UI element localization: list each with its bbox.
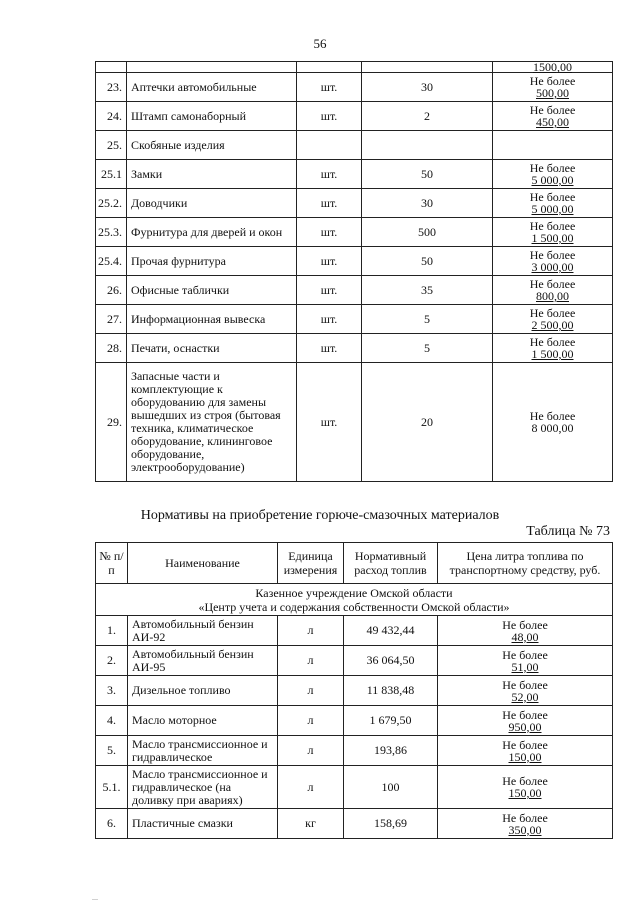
price-label: Не более (529, 74, 576, 88)
price-label: Не более (529, 219, 576, 233)
page-number: 56 (313, 36, 327, 51)
org-row (96, 584, 613, 616)
table-caption: Таблица № 73 (526, 524, 610, 539)
price-value: 52,00 (511, 689, 539, 704)
table-row (96, 766, 613, 809)
price-value: 150,00 (508, 749, 542, 764)
item-price (493, 189, 613, 218)
price-value: 350,00 (508, 822, 542, 837)
header-unit: Единица измерения (278, 543, 344, 584)
price-label: Не более (502, 707, 548, 722)
table-row (96, 131, 613, 160)
item-name: Офисные таблички (127, 276, 297, 305)
table-row (96, 363, 613, 482)
item-quantity (362, 62, 493, 73)
item-unit: л (278, 766, 344, 809)
item-price (438, 766, 613, 809)
table-row (96, 73, 613, 102)
item-quantity: 193,86 (344, 736, 438, 766)
price-value: 5 000,00 (531, 173, 574, 187)
item-quantity: 158,69 (344, 809, 438, 839)
item-quantity: 36 064,50 (344, 646, 438, 676)
price-label: Не более (502, 737, 548, 752)
item-price (493, 102, 613, 131)
price-value: 48,00 (511, 629, 539, 644)
item-name: Информационная вывеска (127, 305, 297, 334)
item-unit: шт. (297, 363, 362, 482)
row-number: 25.1 (96, 160, 127, 189)
table-header-row (96, 543, 613, 584)
item-quantity: 100 (344, 766, 438, 809)
item-unit: шт. (297, 276, 362, 305)
header-name: Наименование (128, 543, 278, 584)
price-label: Не более (529, 306, 576, 320)
item-price (493, 334, 613, 363)
item-unit: шт. (297, 218, 362, 247)
item-price (493, 276, 613, 305)
price-value: 150,00 (508, 786, 542, 800)
item-price (438, 809, 613, 839)
table-row (96, 247, 613, 276)
price-value: 500,00 (536, 86, 569, 100)
table-row (96, 706, 613, 736)
item-name: Масло трансмиссионное и гидравлическое (на доливку при авариях) (128, 766, 278, 809)
item-price (438, 616, 613, 646)
item-unit: шт. (297, 305, 362, 334)
row-number: 25. (96, 131, 127, 160)
item-name: Штамп самонаборный (127, 102, 297, 131)
price-label: Не более (502, 617, 548, 632)
org-line: «Центр учета и содержания собственности Омской области» (198, 599, 510, 614)
price-value: 950,00 (508, 719, 542, 734)
item-name: Автомобильный бензин АИ-92 (128, 616, 278, 646)
row-number: 5. (96, 736, 128, 766)
header-number: № п/п (96, 543, 128, 584)
price-value: 2 500,00 (531, 318, 574, 332)
price-label: Не более (529, 103, 576, 117)
row-number: 23. (96, 73, 127, 102)
price-label: Не более (529, 248, 576, 262)
item-unit: шт. (297, 334, 362, 363)
item-quantity: 20 (362, 363, 493, 482)
item-price (493, 73, 613, 102)
row-number: 24. (96, 102, 127, 131)
price-value: 450,00 (536, 115, 569, 129)
org-line: Казенное учреждение Омской области (255, 585, 453, 600)
price-value: 1 500,00 (531, 231, 574, 245)
row-number (96, 62, 127, 73)
item-quantity: 30 (362, 73, 493, 102)
price-value: 3 000,00 (531, 260, 574, 274)
item-name: Пластичные смазки (128, 809, 278, 839)
price-value: 5 000,00 (531, 202, 574, 216)
price-label: Не более (502, 810, 548, 825)
item-name: Масло моторное (128, 706, 278, 736)
scan-mark: ... (92, 893, 98, 902)
item-name: Доводчики (127, 189, 297, 218)
table-row (96, 646, 613, 676)
row-number: 26. (96, 276, 127, 305)
item-quantity: 2 (362, 102, 493, 131)
item-unit: шт. (297, 102, 362, 131)
table-row (96, 616, 613, 646)
item-name: Скобяные изделия (127, 131, 297, 160)
table-row (96, 102, 613, 131)
row-number: 6. (96, 809, 128, 839)
item-name: Замки (127, 160, 297, 189)
price-label: Не более (502, 677, 548, 692)
item-price (438, 706, 613, 736)
price-label: Не более (529, 409, 576, 423)
item-unit: шт. (297, 247, 362, 276)
item-quantity (362, 131, 493, 160)
row-number: 25.4. (96, 247, 127, 276)
row-number: 28. (96, 334, 127, 363)
item-unit: л (278, 646, 344, 676)
item-unit: л (278, 706, 344, 736)
item-quantity: 5 (362, 334, 493, 363)
item-name: Масло трансмиссионное и гидравлическое (128, 736, 278, 766)
item-price (493, 131, 613, 160)
item-name: Печати, оснастки (127, 334, 297, 363)
table-row (96, 809, 613, 839)
item-quantity: 1 679,50 (344, 706, 438, 736)
item-unit (297, 62, 362, 73)
organization-name (96, 584, 613, 616)
table-row (96, 218, 613, 247)
price-value: 51,00 (511, 659, 539, 674)
item-unit: л (278, 736, 344, 766)
row-number: 25.3. (96, 218, 127, 247)
table-row (96, 160, 613, 189)
item-name: Прочая фурнитура (127, 247, 297, 276)
table-row (96, 334, 613, 363)
row-number: 25.2. (96, 189, 127, 218)
price-value: 8 000,00 (531, 421, 574, 435)
item-quantity: 11 838,48 (344, 676, 438, 706)
item-price (438, 736, 613, 766)
table-row (96, 736, 613, 766)
row-number: 2. (96, 646, 128, 676)
item-price (493, 62, 613, 73)
section-heading: Нормативы на приобретение горюче-смазочных материалов (140, 508, 500, 523)
price-label: Не более (502, 774, 548, 788)
row-number: 29. (96, 363, 127, 482)
item-name (127, 62, 297, 73)
row-number: 27. (96, 305, 127, 334)
item-quantity: 500 (362, 218, 493, 247)
price-value: 1 500,00 (531, 347, 574, 361)
table-row (96, 189, 613, 218)
row-number: 1. (96, 616, 128, 646)
item-price (493, 247, 613, 276)
price-label: Не более (529, 335, 576, 349)
header-quantity: Нормативный расход топлив (344, 543, 438, 584)
price-value: 1500,00 (533, 60, 572, 74)
item-quantity: 49 432,44 (344, 616, 438, 646)
item-name: Фурнитура для дверей и окон (127, 218, 297, 247)
item-name: Автомобильный бензин АИ-95 (128, 646, 278, 676)
header-price: Цена литра топлива по транспортному средству, руб. (438, 543, 613, 584)
table-row (96, 276, 613, 305)
item-unit: л (278, 676, 344, 706)
item-price (493, 160, 613, 189)
item-unit: л (278, 616, 344, 646)
item-quantity: 50 (362, 160, 493, 189)
item-unit: шт. (297, 160, 362, 189)
supplies-table (95, 61, 613, 482)
item-price (493, 305, 613, 334)
item-name: Аптечки автомобильные (127, 73, 297, 102)
table-row (96, 305, 613, 334)
item-price (438, 676, 613, 706)
fuel-norms-table (95, 542, 613, 839)
price-value: 800,00 (536, 289, 569, 303)
item-name: Дизельное топливо (128, 676, 278, 706)
item-quantity: 5 (362, 305, 493, 334)
item-unit: кг (278, 809, 344, 839)
price-label: Не более (502, 647, 548, 662)
item-name: Запасные части и комплектующие к оборудованию для замены вышедших из строя (бытовая техника, климатическое оборудование, клининговое оборудование, электрооборудование) (127, 363, 297, 482)
item-unit: шт. (297, 189, 362, 218)
item-price (438, 646, 613, 676)
price-label: Не более (529, 190, 576, 204)
item-price (493, 363, 613, 482)
table-row (96, 62, 613, 73)
item-quantity: 30 (362, 189, 493, 218)
row-number: 3. (96, 676, 128, 706)
price-label: Не более (529, 277, 576, 291)
item-quantity: 35 (362, 276, 493, 305)
item-unit (297, 131, 362, 160)
row-number: 5.1. (96, 766, 128, 809)
item-quantity: 50 (362, 247, 493, 276)
price-label: Не более (529, 161, 576, 175)
table-row (96, 676, 613, 706)
item-unit: шт. (297, 73, 362, 102)
item-price (493, 218, 613, 247)
row-number: 4. (96, 706, 128, 736)
